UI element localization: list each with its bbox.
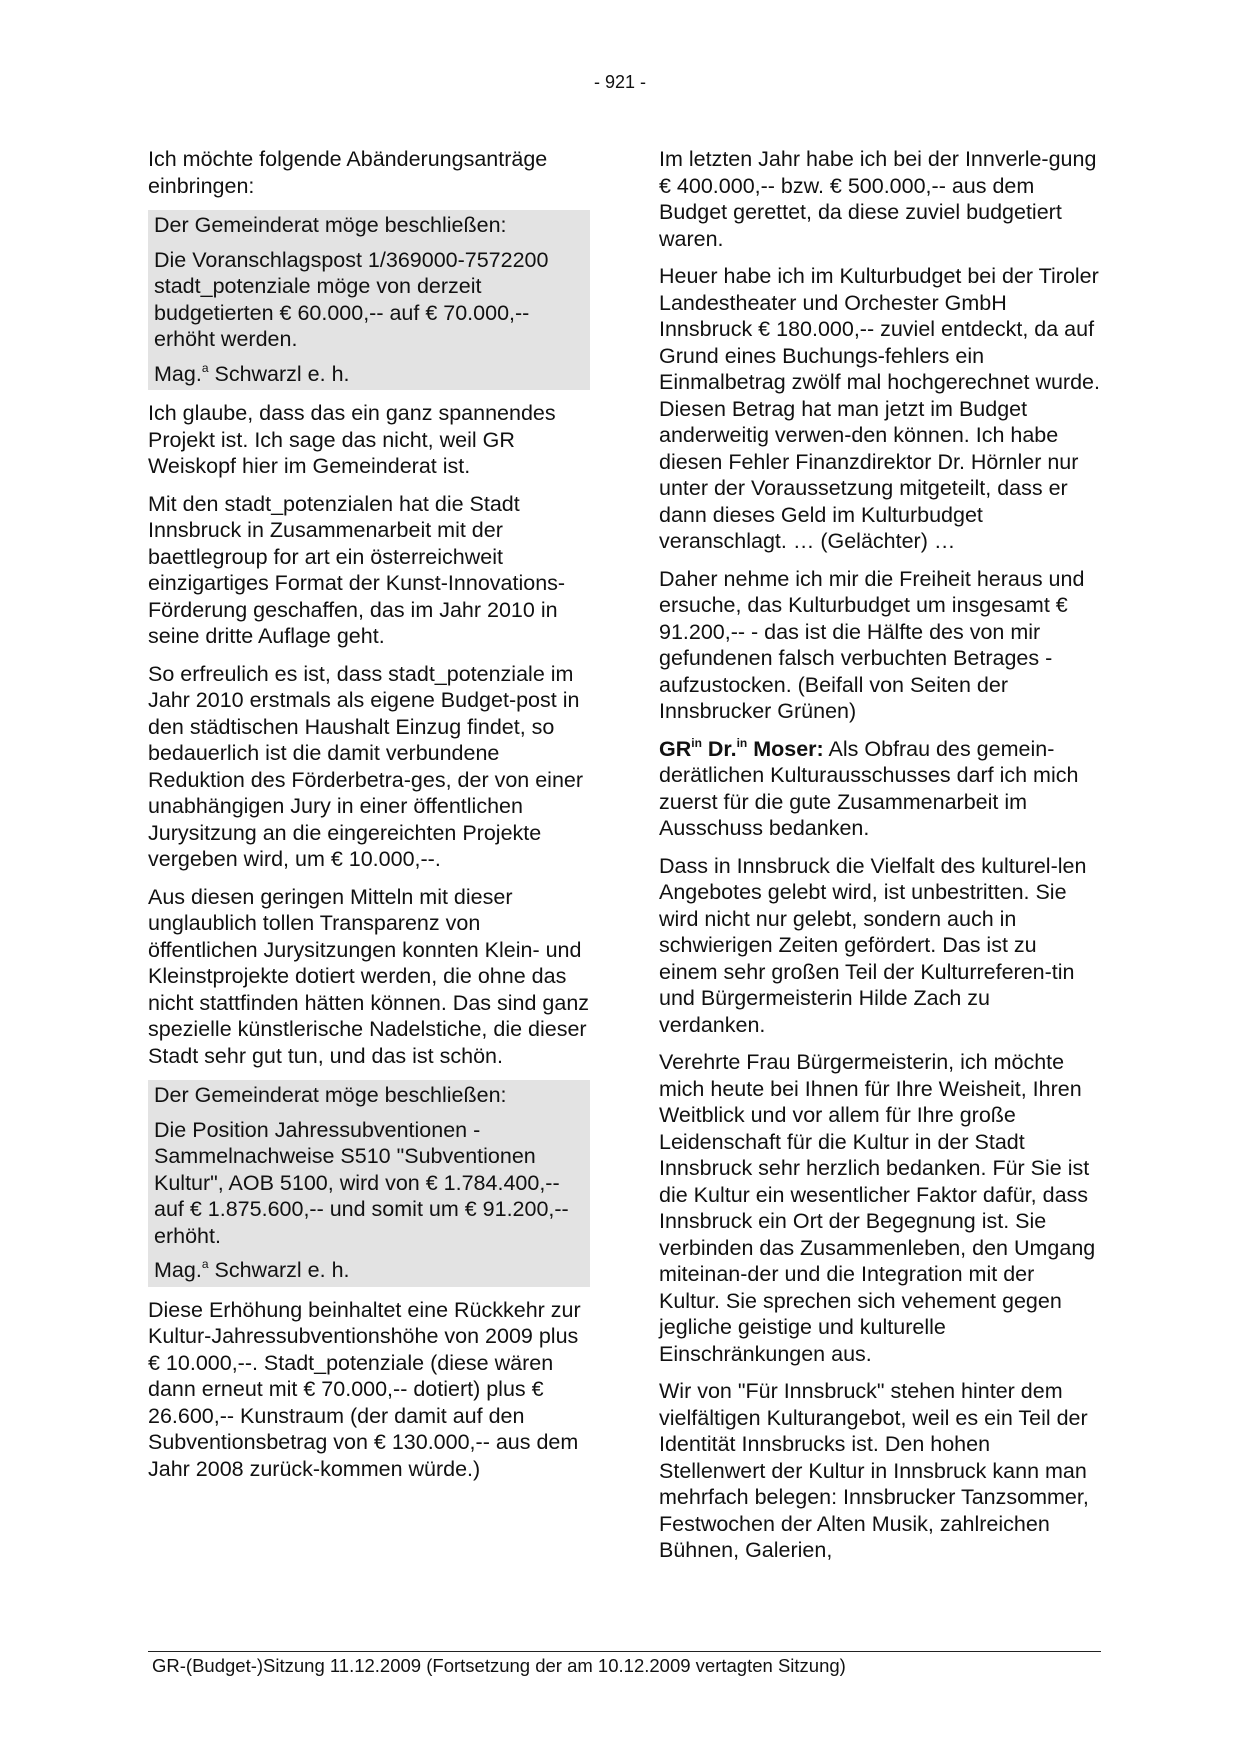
motion-box: [148, 1080, 590, 1287]
paragraph: Dass in Innsbruck die Vielfalt des kulturel-len Angebotes gelebt wird, ist unbestritten. Sie wird nicht nur gelebt, sondern auch in schwierigen Zeiten gefördert. Das ist zu einem sehr großen Teil der Kulturreferen-tin und Bürgermeisterin Hilde Zach zu verdanken.: [659, 853, 1087, 1037]
motion-text: Die Voranschlagspost 1/369000-7572200 stadt_potenziale möge von derzeit budgetierten € 60.000,-- auf € 70.000,-- erhöht werden.: [154, 247, 549, 351]
motion-signature: Mag.$^a$ Schwarzl e. h.: [154, 1257, 350, 1282]
paragraph: Ich möchte folgende Abänderungsanträge einbringen:: [148, 147, 548, 198]
speaker-paragraph: $GR^{in}$ Dr.$^{in}$ Moser: Als Obfrau des gemein-derätlichen Kulturausschusses darf ich mich zuerst für die gute Zusammenarbeit im Ausschuss bedanken.: [659, 735, 1079, 840]
page-footer: GR-(Budget-)Sitzung 11.12.2009 (Fortsetzung der am 10.12.2009 vertagten Sitzung): [152, 1655, 846, 1676]
motion-box: [148, 210, 590, 390]
motion-heading: Der Gemeinderat möge beschließen:: [154, 213, 507, 237]
right-column: [659, 146, 1101, 1575]
motion-text: Die Position Jahressubventionen - Sammelnachweise S510 "Subventionen Kultur", AOB 5100, wird von € 1.784.400,-- auf € 1.875.600,-- und somit um € 91.200,-- erhöht.: [154, 1117, 569, 1248]
paragraph: Ich glaube, dass das ein ganz spannendes Projekt ist. Ich sage das nicht, weil GR Weiskopf hier im Gemeinderat ist.: [148, 401, 556, 478]
paragraph: Mit den stadt_potenzialen hat die Stadt Innsbruck in Zusammenarbeit mit der baettlegroup for art ein österreichweit einzigartiges Format der Kunst-Innovations-Förderung geschaffen, das im Jahr 2010 in seine dritte Auflage geht.: [148, 491, 566, 648]
paragraph: So erfreulich es ist, dass stadt_potenziale im Jahr 2010 erstmals als eigene Budget-post in den städtischen Haushalt Einzug findet, so bedauerlich ist die damit verbundene Reduktion des Förderbetra-ges, der von einer unabhängigen Jury in einer öffentlichen Jurysitzung an die eingereichten Projekte vergeben wird, um € 10.000,--.: [148, 661, 584, 871]
motion-signature: Mag.$^a$ Schwarzl e. h.: [154, 360, 350, 386]
motion-heading: Der Gemeinderat möge beschließen:: [154, 1083, 507, 1107]
page-number: - 921 -: [593, 72, 647, 92]
paragraph: Heuer habe ich im Kulturbudget bei der Tiroler Landestheater und Orchester GmbH Innsbruck € 180.000,-- zuviel entdeckt, da auf Grund eines Buchungs-fehlers ein Einmalbetrag zwölf mal hochgerechnet wurde. Diesen Betrag hat man jetzt im Budget anderweitig verwen-den können. Ich habe diesen Fehler Finanzdirektor Dr. Hörnler nur unter der Voraussetzung mitgeteilt, dass er dann dieses Geld im Kulturbudget veranschlagt. … (Gelächter) …: [659, 264, 1100, 553]
paragraph: Diese Erhöhung beinhaltet eine Rückkehr zur Kultur-Jahressubventionshöhe von 2009 plus € 10.000,--. Stadt_potenziale (diese wären dann erneut mit € 70.000,-- dotiert) plus € 26.600,-- Kunstraum (der damit auf den Subventionsbetrag von € 130.000,-- aus dem Jahr 2008 zurück-kommen würde.): [148, 1297, 581, 1481]
paragraph: Wir von "Für Innsbruck" stehen hinter dem vielfältigen Kulturangebot, weil es ein Teil der Identität Innsbrucks ist. Den hohen Stellenwert der Kultur in Innsbruck kann man mehrfach belegen: Innsbrucker Tanzsommer, Festwochen der Alten Musik, zahlreichen Bühnen, Galerien,: [659, 1379, 1089, 1562]
paragraph: Daher nehme ich mir die Freiheit heraus und ersuche, das Kulturbudget um insgesamt € 91.200,-- - das ist die Hälfte des von mir gefundenen falsch verbuchten Betrages - aufzustocken. (Beifall von Seiten der Innsbrucker Grünen): [659, 566, 1085, 723]
paragraph: Aus diesen geringen Mitteln mit dieser unglaublich tollen Transparenz von öffentlichen Jurysitzungen konnten Klein- und Kleinstprojekte dotiert werden, die ohne das nicht stattfinden hätten können. Das sind ganz spezielle künstlerische Nadelstiche, die dieser Stadt sehr gut tun, und das ist schön.: [148, 884, 590, 1068]
paragraph: Verehrte Frau Bürgermeisterin, ich möchte mich heute bei Ihnen für Ihre Weisheit, Ihren Weitblick und vor allem für Ihre große Leidenschaft für die Kultur in der Stadt Innsbruck sehr herzlich bedanken. Für Sie ist die Kultur ein wesentlicher Faktor dafür, dass Innsbruck ein Ort der Begegnung ist. Sie verbinden das Zusammenleben, den Umgang miteinan-der und die Integration mit der Kultur. Sie sprechen sich vehement gegen jegliche geistige und kulturelle Einschränkungen aus.: [659, 1050, 1096, 1366]
left-column: [148, 146, 590, 1493]
paragraph: Im letzten Jahr habe ich bei der Innverle-gung € 400.000,-- bzw. € 500.000,-- aus dem Budget gerettet, da diese zuviel budgetiert waren.: [659, 147, 1097, 251]
speaker-name: $GR^{in}$ Dr.$^{in}$ Moser:: [659, 735, 824, 761]
footer-divider: [148, 1651, 1101, 1652]
